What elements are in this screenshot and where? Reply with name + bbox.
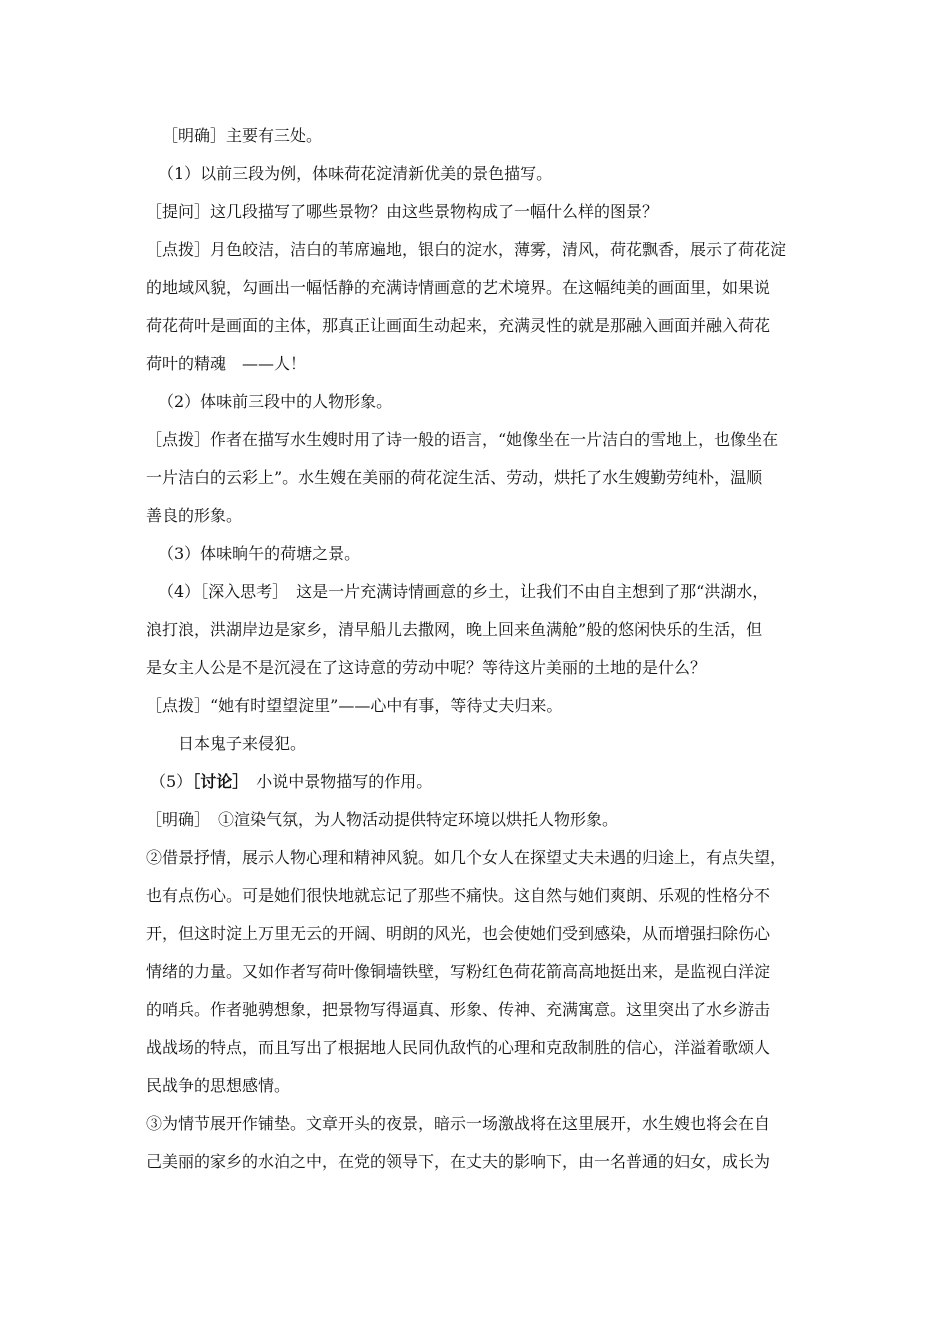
- text-line: [0, 459, 950, 497]
- text-line: [0, 383, 950, 421]
- line-text: 情绪的力量。又如作者写荷叶像铜墙铁壁，写粉红色荷花箭高高地挺出来，是监视白洋淀: [146, 962, 771, 981]
- line-text: ［明确］主要有三处。: [162, 126, 323, 145]
- text-line: [0, 649, 950, 687]
- text-line: [0, 117, 950, 155]
- text-line: [0, 611, 950, 649]
- text-line: [0, 725, 950, 763]
- line-text: （1）以前三段为例，体味荷花淀清新优美的景色描写。: [158, 164, 553, 183]
- text-line: [0, 535, 950, 573]
- line-text: 浪打浪，洪湖岸边是家乡，清早船儿去撒网，晚上回来鱼满舱”般的悠闲快乐的生活，但: [146, 620, 763, 639]
- text-line: [0, 421, 950, 459]
- text-line: [0, 1105, 950, 1143]
- line-text: ［点拨］月色皎洁，洁白的苇席遍地，银白的淀水，薄雾，清风，荷花飘香，展示了荷花淀: [146, 240, 787, 259]
- text-line: [0, 763, 950, 801]
- text-line: [0, 953, 950, 991]
- line-text: ②借景抒情，展示人物心理和精神风貌。如几个女人在探望丈夫未遇的归途上，有点失望，: [146, 848, 787, 867]
- text-line: [0, 231, 950, 269]
- text-line: [0, 193, 950, 231]
- text-line: [0, 1067, 950, 1105]
- text-line: [0, 497, 950, 535]
- discussion-label: ［讨论］: [192, 772, 241, 791]
- text-line: [0, 991, 950, 1029]
- line-text: 一片洁白的云彩上”。水生嫂在美丽的荷花淀生活、劳动，烘托了水生嫂勤劳纯朴，温顺: [146, 468, 763, 487]
- text-line: [0, 801, 950, 839]
- line-text: ［明确］ ①渲染气氛，为人物活动提供特定环境以烘托人物形象。: [146, 810, 619, 829]
- line-text: （4）［深入思考］ 这是一片充满诗情画意的乡土，让我们不由自主想到了那“洪湖水，: [158, 582, 769, 601]
- text-line: [0, 839, 950, 877]
- line-text: ［点拨］“她有时望望淀里”——心中有事，等待丈夫归来。: [146, 696, 563, 715]
- text-line: [0, 1143, 950, 1181]
- text-line: [0, 269, 950, 307]
- line-text: 民战争的思想感情。: [146, 1076, 291, 1095]
- line-text: （2）体味前三段中的人物形象。: [158, 392, 393, 411]
- text-line: [0, 915, 950, 953]
- line-text: 开，但这时淀上万里无云的开阔、明朗的风光，也会使她们受到感染，从而增强扫除伤心: [146, 924, 771, 943]
- line-text: 小说中景物描写的作用。: [240, 772, 433, 791]
- line-text: 日本鬼子来侵犯。: [178, 734, 307, 753]
- line-text: 也有点伤心。可是她们很快地就忘记了那些不痛快。这自然与她们爽朗、乐观的性格分不: [146, 886, 771, 905]
- text-line: [0, 573, 950, 611]
- text-line: [0, 877, 950, 915]
- text-line: [0, 1029, 950, 1067]
- line-text: 的哨兵。作者驰骋想象，把景物写得逼真、形象、传神、充满寓意。这里突出了水乡游击: [146, 1000, 771, 1019]
- text-line: [0, 307, 950, 345]
- line-text: 战战场的特点，而且写出了根据地人民同仇敌忾的心理和克敌制胜的信心，洋溢着歌颂人: [146, 1038, 771, 1057]
- line-text: 荷叶的精魂 ——人！: [146, 354, 307, 373]
- line-text: 己美丽的家乡的水泊之中，在党的领导下，在丈夫的影响下，由一名普通的妇女，成长为: [146, 1152, 771, 1171]
- line-text: ［提问］这几段描写了哪些景物？由这些景物构成了一幅什么样的图景？: [146, 202, 659, 221]
- text-line: [0, 687, 950, 725]
- line-text: 是女主人公是不是沉浸在了这诗意的劳动中呢？等待这片美丽的土地的是什么？: [146, 658, 707, 677]
- line-text: 的地域风貌，勾画出一幅恬静的充满诗情画意的艺术境界。在这幅纯美的画面里，如果说: [146, 278, 771, 297]
- text-line: [0, 155, 950, 193]
- item-number: （5）: [150, 772, 193, 791]
- line-text: 善良的形象。: [146, 506, 243, 525]
- line-text: （3）体味晌午的荷塘之景。: [158, 544, 361, 563]
- line-text: 荷花荷叶是画面的主体，那真正让画面生动起来，充满灵性的就是那融入画面并融入荷花: [146, 316, 771, 335]
- text-line: [0, 345, 950, 383]
- line-text: ③为情节展开作铺垫。文章开头的夜景，暗示一场激战将在这里展开，水生嫂也将会在自: [146, 1114, 771, 1133]
- line-text: ［点拨］作者在描写水生嫂时用了诗一般的语言，“她像坐在一片洁白的雪地上，也像坐在: [146, 430, 779, 449]
